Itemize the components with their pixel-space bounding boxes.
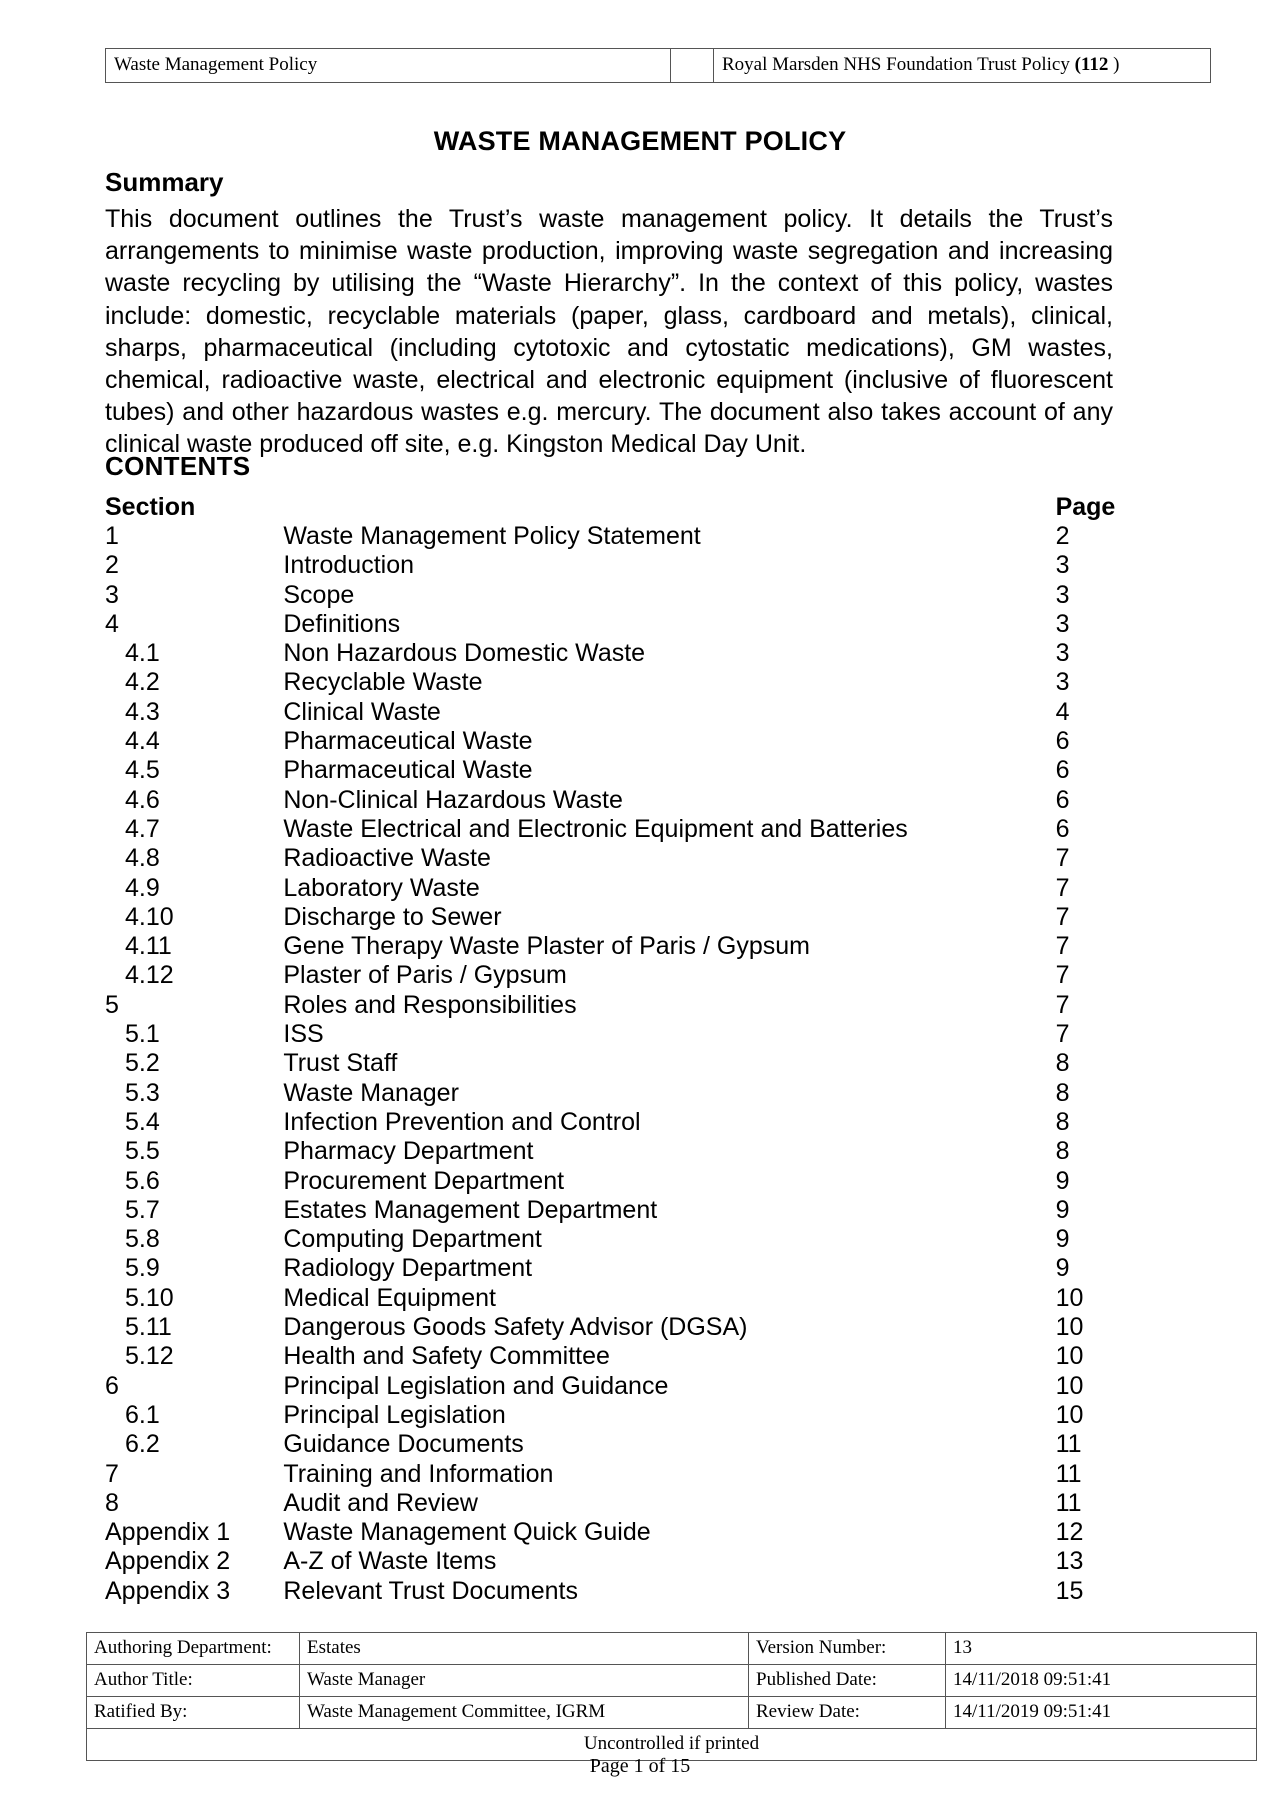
contents-row-page: 6 xyxy=(1055,727,1070,756)
contents-row-page: 10 xyxy=(1055,1283,1084,1312)
contents-row-title: Waste Management Policy Statement xyxy=(283,522,701,550)
contents-row-section: 5.11 xyxy=(125,1313,172,1342)
contents-row-title: Estates Management Department xyxy=(283,1195,658,1224)
contents-row[interactable] xyxy=(105,903,1145,932)
contents-row-section: 5.1 xyxy=(125,1020,160,1049)
contents-row-section: 6.1 xyxy=(125,1400,160,1429)
contents-row-page: 12 xyxy=(1055,1518,1084,1547)
contents-row-page: 10 xyxy=(1055,1313,1084,1342)
running-header-policy-suffix: ) xyxy=(1108,54,1120,76)
contents-row-page: 6 xyxy=(1055,814,1070,843)
contents-row-title: ISS xyxy=(283,1020,324,1049)
contents-row[interactable] xyxy=(105,961,1145,990)
contents-row-section: 4.8 xyxy=(125,844,160,873)
contents-row-section: 8 xyxy=(105,1488,119,1517)
contents-row-title: Guidance Documents xyxy=(283,1430,524,1459)
contents-row-section: 4.9 xyxy=(125,873,160,902)
contents-row-section: Appendix 2 xyxy=(105,1547,231,1576)
contents-row[interactable] xyxy=(105,1020,1145,1049)
uncontrolled-if-printed-note: Uncontrolled if printed xyxy=(87,1729,1257,1761)
contents-row-title: Radioactive Waste xyxy=(283,844,491,873)
control-label-left: Authoring Department: xyxy=(87,1633,300,1665)
contents-row-page: 7 xyxy=(1055,961,1070,990)
contents-row-page: 9 xyxy=(1055,1254,1070,1283)
summary-paragraph: This document outlines the Trust’s waste management policy. It details the Trust’s arrangements to minimise waste production, improving waste segregation and increasing waste recycling by utilising the “Waste Hierarchy”. In the context of this policy, wastes include: domestic, recyclable materials (paper, glass, cardboard and metals), clinical, sharps, pharmaceutical (including cytotoxic and cytostatic medications), GM wastes, chemical, radioactive waste, electrical and electronic equipment (inclusive of fluorescent tubes) and other hazardous wastes e.g. mercury. The document also takes account of any clinical waste produced off site, e.g. Kingston Medical Day Unit. xyxy=(105,205,1113,459)
contents-row-section: 4.2 xyxy=(125,668,160,697)
contents-row-section: 4.11 xyxy=(125,932,172,961)
contents-row-page: 11 xyxy=(1055,1430,1082,1459)
contents-row[interactable] xyxy=(105,668,1145,697)
contents-row-page: 10 xyxy=(1055,1342,1084,1371)
contents-row-title: Audit and Review xyxy=(283,1488,478,1517)
control-label-right: Version Number: xyxy=(749,1633,946,1665)
contents-row-title: Gene Therapy Waste Plaster of Paris / Gypsum xyxy=(283,932,810,961)
contents-row[interactable] xyxy=(105,1372,1145,1401)
contents-row-title: A-Z of Waste Items xyxy=(283,1547,497,1576)
control-label-right: Review Date: xyxy=(749,1697,946,1729)
contents-row-section: 6 xyxy=(105,1371,119,1400)
contents-row[interactable] xyxy=(105,1049,1145,1078)
running-header-middle-cell xyxy=(671,49,714,83)
contents-row-page: 8 xyxy=(1055,1107,1070,1136)
contents-row[interactable] xyxy=(105,1225,1145,1254)
contents-row[interactable] xyxy=(105,1254,1145,1283)
contents-row-page: 3 xyxy=(1055,668,1070,697)
contents-row-page: 10 xyxy=(1055,1371,1084,1400)
contents-row[interactable] xyxy=(105,1313,1145,1342)
control-value-left: Waste Manager xyxy=(300,1665,749,1697)
contents-row[interactable] xyxy=(105,756,1145,785)
control-label-right: Published Date: xyxy=(749,1665,946,1697)
control-value-right: 14/11/2019 09:51:41 xyxy=(946,1697,1257,1729)
running-header-trust-label: Royal Marsden NHS Foundation Trust Policy xyxy=(722,54,1075,76)
contents-row-section: 5.2 xyxy=(125,1049,160,1078)
contents-row-page: 3 xyxy=(1055,639,1070,668)
contents-row-page: 4 xyxy=(1055,697,1070,726)
running-header-policy-number: (112 xyxy=(1074,54,1109,76)
contents-row[interactable] xyxy=(105,991,1145,1020)
contents-row-title: Pharmaceutical Waste xyxy=(283,756,533,785)
contents-row-page: 7 xyxy=(1055,1020,1070,1049)
contents-row-page: 10 xyxy=(1055,1400,1084,1429)
control-value-right: 14/11/2018 09:51:41 xyxy=(946,1665,1257,1697)
contents-row-section: 4.6 xyxy=(125,785,160,814)
contents-row-title: Plaster of Paris / Gypsum xyxy=(283,961,567,990)
document-control-table xyxy=(86,1632,1257,1761)
contents-row[interactable] xyxy=(105,1547,1145,1576)
summary-heading: Summary xyxy=(105,167,224,197)
document-control-body xyxy=(87,1633,1257,1761)
running-header-row xyxy=(106,49,1211,83)
contents-row[interactable] xyxy=(105,1342,1145,1371)
control-label-left: Author Title: xyxy=(87,1665,300,1697)
contents-row-page: 7 xyxy=(1055,990,1070,1019)
contents-row[interactable] xyxy=(105,1167,1145,1196)
contents-row[interactable] xyxy=(105,581,1145,610)
contents-row-section: 5.6 xyxy=(125,1166,160,1195)
contents-row[interactable] xyxy=(105,639,1145,668)
contents-row[interactable] xyxy=(105,1460,1145,1489)
contents-row-section: 5 xyxy=(105,990,119,1019)
contents-row-section: 5.10 xyxy=(125,1283,174,1312)
contents-row-title: Principal Legislation and Guidance xyxy=(283,1371,669,1400)
contents-row-page: 9 xyxy=(1055,1195,1070,1224)
contents-row[interactable] xyxy=(105,727,1145,756)
contents-row-title: Training and Information xyxy=(283,1459,554,1488)
contents-row-title: Pharmaceutical Waste xyxy=(283,727,533,756)
contents-row-section: 4.5 xyxy=(125,756,160,785)
contents-row-page: 6 xyxy=(1055,756,1070,785)
contents-row-title: Discharge to Sewer xyxy=(283,902,502,931)
contents-row-page: 7 xyxy=(1055,844,1070,873)
contents-row-page: 8 xyxy=(1055,1137,1070,1166)
contents-row[interactable] xyxy=(105,1284,1145,1313)
contents-header-title xyxy=(283,492,1055,522)
contents-header-page: Page xyxy=(1055,493,1116,521)
contents-row-title: Trust Staff xyxy=(283,1049,398,1078)
contents-row-title: Procurement Department xyxy=(283,1166,565,1195)
contents-row[interactable] xyxy=(105,844,1145,873)
running-header-table xyxy=(105,48,1211,83)
contents-row-page: 6 xyxy=(1055,785,1070,814)
contents-row[interactable] xyxy=(105,1518,1145,1547)
contents-row-section: 5.5 xyxy=(125,1137,160,1166)
contents-row-section: 4.12 xyxy=(125,961,174,990)
page-footer-number: Page 1 of 15 xyxy=(589,1755,691,1777)
contents-row-page: 7 xyxy=(1055,932,1070,961)
control-value-right: 13 xyxy=(946,1633,1257,1665)
contents-row-page: 2 xyxy=(1055,522,1070,550)
contents-row-page: 7 xyxy=(1055,873,1070,902)
contents-row-title: Waste Management Quick Guide xyxy=(283,1518,651,1547)
contents-row-page: 3 xyxy=(1055,580,1070,609)
contents-row-page: 3 xyxy=(1055,609,1070,638)
contents-row-section: 1 xyxy=(105,522,119,550)
contents-row-section: 4.3 xyxy=(125,697,160,726)
contents-row-title: Infection Prevention and Control xyxy=(283,1107,641,1136)
contents-row[interactable] xyxy=(105,1401,1145,1430)
document-control-row xyxy=(87,1665,1257,1697)
contents-row-title: Medical Equipment xyxy=(283,1283,496,1312)
contents-row-section: 5.8 xyxy=(125,1225,160,1254)
contents-row-section: 3 xyxy=(105,580,119,609)
document-control-row xyxy=(87,1697,1257,1729)
contents-row[interactable] xyxy=(105,1430,1145,1459)
running-header-left-cell: Waste Management Policy xyxy=(106,49,671,83)
table-of-contents xyxy=(105,492,1145,1606)
contents-row[interactable] xyxy=(105,815,1145,844)
contents-row-title: Recyclable Waste xyxy=(283,668,483,697)
document-control-row xyxy=(87,1633,1257,1665)
contents-row-title: Computing Department xyxy=(283,1225,542,1254)
contents-row[interactable] xyxy=(105,1108,1145,1137)
contents-row-title: Radiology Department xyxy=(283,1254,533,1283)
contents-heading: CONTENTS xyxy=(105,451,251,481)
control-value-left: Estates xyxy=(300,1633,749,1665)
contents-row-section: 5.4 xyxy=(125,1107,160,1136)
contents-row-page: 11 xyxy=(1055,1488,1082,1517)
contents-row[interactable] xyxy=(105,786,1145,815)
contents-row-title: Pharmacy Department xyxy=(283,1137,534,1166)
contents-row-title: Definitions xyxy=(283,609,401,638)
contents-row-page: 8 xyxy=(1055,1078,1070,1107)
contents-row-section: 5.3 xyxy=(125,1078,160,1107)
contents-row[interactable] xyxy=(105,551,1145,580)
contents-row-section: 6.2 xyxy=(125,1430,160,1459)
contents-row[interactable] xyxy=(105,1577,1145,1606)
control-label-left: Ratified By: xyxy=(87,1697,300,1729)
contents-row-section: 4.1 xyxy=(125,639,160,668)
contents-row-section: 7 xyxy=(105,1459,119,1488)
contents-row[interactable] xyxy=(105,932,1145,961)
contents-row[interactable] xyxy=(105,1489,1145,1518)
contents-header-row xyxy=(105,492,1145,522)
contents-row-title: Non-Clinical Hazardous Waste xyxy=(283,785,623,814)
contents-row-section: Appendix 3 xyxy=(105,1576,231,1605)
contents-row[interactable] xyxy=(105,610,1145,639)
contents-row-page: 7 xyxy=(1055,902,1070,931)
contents-row-title: Laboratory Waste xyxy=(283,873,480,902)
contents-row-title: Non Hazardous Domestic Waste xyxy=(283,639,646,668)
contents-row-title: Introduction xyxy=(283,551,415,580)
contents-row-section: 5.12 xyxy=(125,1342,174,1371)
contents-row-page: 15 xyxy=(1055,1576,1084,1605)
contents-row-section: 2 xyxy=(105,551,119,580)
contents-row[interactable] xyxy=(105,698,1145,727)
contents-row[interactable] xyxy=(105,1196,1145,1225)
contents-body xyxy=(105,522,1145,1606)
contents-row-title: Clinical Waste xyxy=(283,697,441,726)
contents-row-section: 4.10 xyxy=(125,902,174,931)
contents-row-page: 8 xyxy=(1055,1049,1070,1078)
contents-row-page: 11 xyxy=(1055,1459,1082,1488)
contents-row-page: 9 xyxy=(1055,1166,1070,1195)
control-value-left: Waste Management Committee, IGRM xyxy=(300,1697,749,1729)
contents-row-section: 5.9 xyxy=(125,1254,160,1283)
contents-row-section: Appendix 1 xyxy=(105,1518,231,1547)
contents-row[interactable] xyxy=(105,1079,1145,1108)
contents-row-title: Scope xyxy=(283,580,355,609)
contents-row[interactable] xyxy=(105,522,1145,551)
contents-row-title: Health and Safety Committee xyxy=(283,1342,610,1371)
contents-row[interactable] xyxy=(105,1137,1145,1166)
running-header-right-cell xyxy=(714,49,1211,83)
contents-row-title: Principal Legislation xyxy=(283,1400,506,1429)
contents-row[interactable] xyxy=(105,874,1145,903)
contents-row-title: Waste Manager xyxy=(283,1078,459,1107)
contents-row-section: 4.4 xyxy=(125,727,160,756)
contents-row-section: 4.7 xyxy=(125,814,160,843)
contents-row-title: Relevant Trust Documents xyxy=(283,1576,578,1605)
contents-row-page: 3 xyxy=(1055,551,1070,580)
contents-row-title: Dangerous Goods Safety Advisor (DGSA) xyxy=(283,1313,748,1342)
contents-row-title: Waste Electrical and Electronic Equipment and Batteries xyxy=(283,814,908,843)
page-title: WASTE MANAGEMENT POLICY xyxy=(433,126,847,156)
contents-header-section: Section xyxy=(105,493,196,521)
contents-row-title: Roles and Responsibilities xyxy=(283,990,577,1019)
contents-row-page: 13 xyxy=(1055,1547,1084,1576)
contents-row-page: 9 xyxy=(1055,1225,1070,1254)
contents-row-section: 4 xyxy=(105,609,119,638)
contents-row-section: 5.7 xyxy=(125,1195,160,1224)
